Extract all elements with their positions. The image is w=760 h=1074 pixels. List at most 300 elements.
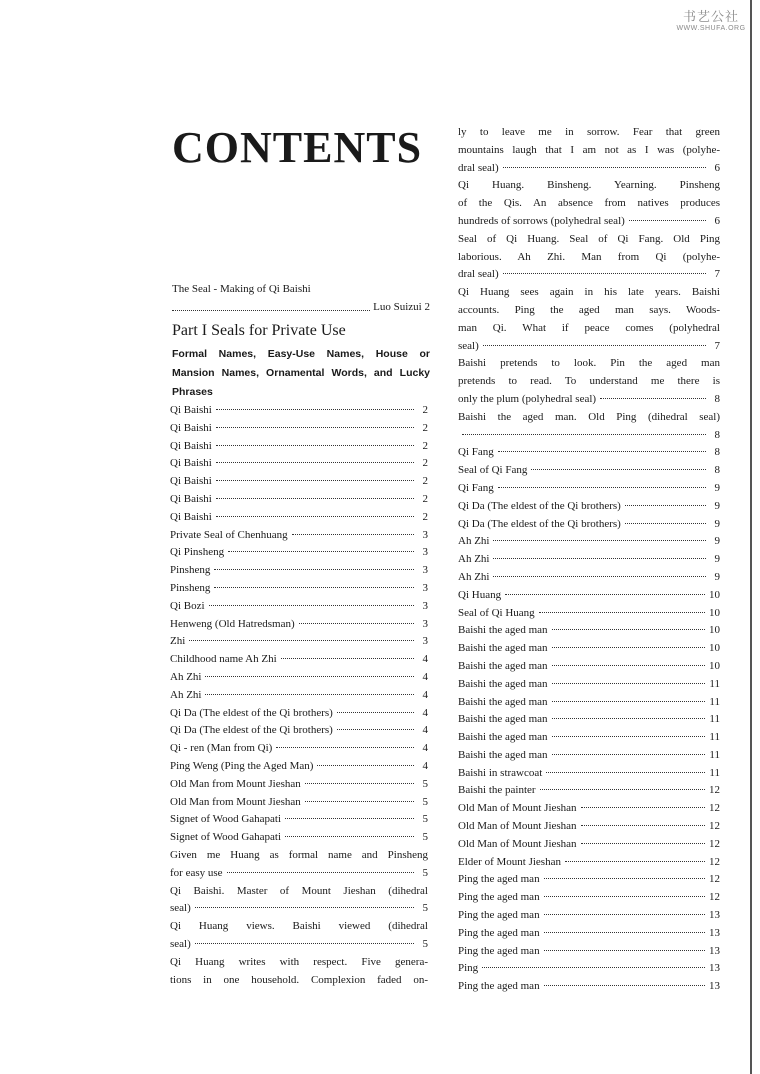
toc-entry-page: 2: [422, 439, 428, 452]
toc-entry: [458, 266, 720, 284]
leader-dots: [552, 647, 705, 648]
leader-dots: [285, 836, 414, 837]
leader-dots: [493, 576, 706, 577]
toc-entry: [458, 622, 720, 640]
leader-dots: [629, 220, 706, 221]
toc-entry: [458, 765, 720, 783]
toc-entry-title: hundreds of sorrows (polyhedral seal): [458, 214, 625, 227]
toc-entry-title: Baishi the aged man: [458, 677, 548, 690]
toc-entry: [458, 854, 720, 872]
toc-entry-page: 12: [709, 891, 720, 904]
leader-dots: [228, 551, 414, 552]
leader-dots: [552, 754, 706, 755]
toc-entry-title: Ah Zhi: [170, 670, 202, 683]
toc-entry-title: Old Man from Mount Jieshan: [170, 795, 301, 808]
leader-dots: [305, 783, 414, 784]
toc-entry-title: Baishi the aged man: [458, 659, 548, 672]
toc-entry: [458, 213, 720, 231]
toc-entry-page: 4: [422, 688, 428, 701]
toc-entry: [458, 533, 720, 551]
toc-entry-page: 4: [422, 724, 428, 737]
toc-entry-title: Qi Baishi. Master of Mount Jieshan (dihedral: [170, 884, 428, 897]
toc-entry-title: Qi Huang writes with respect. Five genera-: [170, 955, 428, 968]
toc-entry-page: 10: [709, 606, 720, 619]
toc-entry: [170, 705, 428, 723]
toc-entry: [458, 160, 720, 178]
toc-entry: [170, 722, 428, 740]
leader-dots: [483, 345, 706, 346]
toc-entry-title: Ping the aged man: [458, 980, 540, 993]
intro-page: 2: [424, 301, 430, 313]
toc-entry: [170, 402, 428, 420]
leader-dots: [216, 480, 414, 481]
toc-entry-title: man Qi. What if peace comes (polyhedral: [458, 321, 720, 334]
toc-entry: [170, 598, 428, 616]
toc-entry-title: Ah Zhi: [458, 553, 490, 566]
toc-entry-page: 5: [422, 831, 428, 844]
toc-entry: [458, 302, 720, 320]
leader-dots: [281, 658, 414, 659]
toc-entry-page: 5: [422, 902, 428, 915]
intro-entry: [172, 280, 430, 316]
toc-entry-title: Pinsheng: [170, 564, 211, 577]
toc-entry-page: 3: [422, 581, 428, 594]
leader-dots: [462, 434, 706, 435]
toc-entry-title: Qi Baishi: [170, 475, 212, 488]
toc-entry-page: 7: [714, 339, 720, 352]
toc-entry-title: pretends to read. To understand me there is: [458, 375, 720, 388]
toc-entry-title: Baishi the painter: [458, 784, 536, 797]
leader-dots: [539, 612, 705, 613]
toc-entry-page: 10: [709, 588, 720, 601]
toc-entry: [170, 616, 428, 634]
toc-entry: [170, 829, 428, 847]
leader-dots: [565, 861, 705, 862]
toc-entry-page: 3: [422, 599, 428, 612]
toc-entry-title: Baishi the aged man. Old Ping (dihedral seal): [458, 410, 720, 423]
toc-entry-title: Qi Huang. Binsheng. Yearning. Pinsheng: [458, 179, 720, 192]
toc-entry-page: 12: [709, 784, 720, 797]
toc-entry-title: Qi Huang sees again in his late years. Baishi: [458, 286, 720, 299]
toc-entry: [170, 740, 428, 758]
toc-entry: [170, 847, 428, 865]
toc-entry-title: Baishi the aged man: [458, 695, 548, 708]
toc-entry-page: 9: [714, 553, 720, 566]
leader-dots: [625, 523, 706, 524]
leader-dots: [337, 729, 414, 730]
toc-entry-page: 11: [709, 695, 720, 708]
toc-entry-page: 11: [709, 731, 720, 744]
leader-dots: [493, 540, 706, 541]
toc-entry-title: ly to leave me in sorrow. Fear that green: [458, 126, 720, 138]
toc-entry: [458, 569, 720, 587]
leader-dots: [299, 623, 414, 624]
toc-entry-title: Childhood name Ah Zhi: [170, 653, 277, 666]
toc-entry-page: 9: [714, 535, 720, 548]
toc-entry-page: 13: [709, 926, 720, 939]
leader-dots: [216, 462, 414, 463]
toc-entry-page: 13: [709, 909, 720, 922]
toc-entry-page: 8: [714, 446, 720, 459]
toc-entry: [458, 284, 720, 302]
toc-entry-page: 12: [709, 837, 720, 850]
toc-entry-page: 2: [422, 492, 428, 505]
toc-entry: [458, 605, 720, 623]
toc-entry-title: Ping the aged man: [458, 891, 540, 904]
toc-entry-page: 4: [422, 759, 428, 772]
toc-entry-title: Ping the aged man: [458, 873, 540, 886]
toc-entry-title: Private Seal of Chenhuang: [170, 528, 288, 541]
toc-entry-page: 3: [422, 617, 428, 630]
toc-entry: [458, 498, 720, 516]
watermark-logo: 书艺公社: [682, 10, 739, 25]
toc-entry-title: Ah Zhi: [458, 535, 490, 548]
toc-entry: [458, 373, 720, 391]
leader-dots: [625, 505, 706, 506]
toc-entry-page: 5: [422, 866, 428, 879]
toc-entry: [458, 836, 720, 854]
leader-dots: [552, 683, 706, 684]
toc-entry-title: Qi Baishi: [170, 404, 212, 416]
toc-entry: [170, 811, 428, 829]
leader-dots: [546, 772, 705, 773]
toc-entry-page: 5: [422, 937, 428, 950]
toc-entry-page: 9: [714, 499, 720, 512]
page-edge-line: [750, 0, 752, 1074]
toc-entry-page: 11: [709, 766, 720, 779]
leader-dots: [216, 445, 414, 446]
toc-entry: [458, 711, 720, 729]
toc-entry-title: Elder of Mount Jieshan: [458, 855, 561, 868]
toc-entry: [458, 818, 720, 836]
leader-dots: [581, 825, 705, 826]
leader-dots: [214, 587, 414, 588]
leader-dots: [544, 896, 705, 897]
toc-entry: [458, 409, 720, 427]
leader-dots: [544, 985, 705, 986]
toc-entry-page: 13: [709, 980, 720, 993]
toc-entry: [170, 900, 428, 918]
toc-entry: [458, 800, 720, 818]
toc-entry: [458, 658, 720, 676]
toc-entry: [458, 249, 720, 267]
intro-author: Luo Suizui: [373, 301, 422, 313]
toc-entry: [458, 516, 720, 534]
toc-entry: [458, 587, 720, 605]
toc-entry-title: Baishi the aged man: [458, 748, 548, 761]
toc-entry-title: of the Qis. An absence from natives produces: [458, 197, 720, 210]
toc-entry-title: Qi Huang: [458, 588, 502, 601]
toc-entry-page: 9: [714, 481, 720, 494]
toc-entry-page: 13: [709, 944, 720, 957]
toc-entry-page: 4: [422, 653, 428, 666]
leader-dots: [482, 967, 705, 968]
toc-entry: [170, 491, 428, 509]
toc-entry-title: Old Man of Mount Jieshan: [458, 802, 577, 815]
toc-entry-title: accounts. Ping the aged man says. Woods-: [458, 303, 720, 316]
toc-entry-title: Ah Zhi: [458, 570, 490, 583]
toc-entry-page: 12: [709, 873, 720, 886]
toc-entry-title: Qi Fang: [458, 446, 494, 459]
toc-entry-title: Given me Huang as formal name and Pinsheng: [170, 848, 428, 861]
leader-dots: [505, 594, 705, 595]
toc-entry-title: Baishi the aged man: [458, 713, 548, 726]
toc-entry-title: Qi - ren (Man from Qi): [170, 742, 273, 755]
toc-entry: [458, 871, 720, 889]
toc-entry-page: 6: [714, 214, 720, 227]
toc-entry: [458, 338, 720, 356]
toc-entry: [458, 978, 720, 996]
toc-entry: [458, 462, 720, 480]
toc-entry-title: dral seal): [458, 161, 499, 174]
part-title: Part I Seals for Private Use: [172, 322, 346, 339]
toc-entry-title: Old Man from Mount Jieshan: [170, 777, 301, 790]
toc-entry-page: 5: [422, 777, 428, 790]
page-title: CONTENTS: [172, 123, 423, 172]
toc-entry-page: 4: [422, 706, 428, 719]
toc-entry: [458, 231, 720, 249]
toc-entry-page: 11: [709, 677, 720, 690]
leader-dots: [189, 640, 414, 641]
toc-entry-page: 4: [422, 670, 428, 683]
toc-entry-title: Qi Baishi: [170, 421, 212, 434]
toc-entry: [170, 669, 428, 687]
toc-entry: [170, 883, 428, 901]
intro-title: The Seal - Making of Qi Baishi: [172, 283, 311, 295]
toc-entry-title: Seal of Qi Huang. Seal of Qi Fang. Old Ping: [458, 232, 720, 245]
toc-entry-title: Qi Bozi: [170, 599, 205, 612]
leader-dots: [285, 818, 414, 819]
toc-entry: [458, 676, 720, 694]
toc-entry: [170, 527, 428, 545]
toc-entry-title: tions in one household. Complexion faded on-: [170, 973, 428, 986]
leader-dots: [317, 765, 414, 766]
toc-entry: [458, 320, 720, 338]
toc-entry-title: Pinsheng: [170, 581, 211, 594]
toc-entry-page: 3: [422, 546, 428, 559]
leader-dots: [195, 907, 414, 908]
toc-entry-title: Seal of Qi Fang: [458, 464, 528, 477]
leader-dots: [498, 451, 706, 452]
toc-entry-page: 12: [709, 820, 720, 833]
toc-entry-page: 7: [714, 268, 720, 281]
toc-entry-page: 11: [709, 748, 720, 761]
toc-entry-title: Old Man of Mount Jieshan: [458, 837, 577, 850]
toc-entry-page: 4: [422, 742, 428, 755]
toc-entry-title: seal): [170, 937, 191, 950]
toc-entry: [170, 509, 428, 527]
toc-entry: [458, 444, 720, 462]
toc-entry: [458, 640, 720, 658]
leader-dots: [227, 872, 414, 873]
part-subtitle: Formal Names, Easy-Use Names, House or Mansion Names, Ornamental Words, and Lucky Phrases: [172, 348, 430, 398]
toc-entry-page: 3: [422, 564, 428, 577]
leader-dots: [195, 943, 414, 944]
toc-entry: [170, 633, 428, 651]
leader-dots: [544, 878, 705, 879]
toc-entry-page: 3: [422, 635, 428, 648]
toc-entry-page: 6: [714, 161, 720, 174]
leader-dots: [552, 718, 706, 719]
toc-entry-title: Ping Weng (Ping the Aged Man): [170, 759, 314, 772]
leader-dots: [600, 398, 706, 399]
toc-entry-page: 8: [714, 392, 720, 405]
leader-dots: [337, 712, 414, 713]
intro-leader-dots: [172, 298, 370, 311]
leader-dots: [540, 789, 705, 790]
toc-entry-title: Qi Da (The eldest of the Qi brothers): [170, 706, 333, 719]
toc-column-right: [458, 124, 720, 996]
toc-entry-title: Qi Da (The eldest of the Qi brothers): [458, 517, 621, 530]
toc-entry: [458, 747, 720, 765]
leader-dots: [581, 807, 705, 808]
leader-dots: [276, 747, 414, 748]
toc-entry-title: Qi Da (The eldest of the Qi brothers): [170, 724, 333, 737]
toc-entry-title: Ah Zhi: [170, 688, 202, 701]
toc-entry-title: Qi Fang: [458, 481, 494, 494]
toc-entry: [170, 865, 428, 883]
toc-entry: [170, 687, 428, 705]
toc-entry-title: for easy use: [170, 866, 223, 879]
toc-entry-page: 9: [714, 570, 720, 583]
toc-entry-title: seal): [170, 902, 191, 915]
toc-entry-page: 9: [714, 517, 720, 530]
toc-entry-page: 8: [714, 428, 720, 441]
leader-dots: [581, 843, 705, 844]
toc-entry-page: 10: [709, 659, 720, 672]
toc-entry: [458, 889, 720, 907]
toc-entry: [170, 918, 428, 936]
toc-entry-title: Qi Baishi: [170, 457, 212, 470]
toc-entry: [458, 427, 720, 445]
toc-entry-title: seal): [458, 339, 479, 352]
toc-entry-title: Signet of Wood Gahapati: [170, 831, 282, 844]
toc-entry-page: 5: [422, 795, 428, 808]
watermark: [676, 6, 746, 32]
toc-entry-title: Baishi pretends to look. Pin the aged man: [458, 357, 720, 370]
leader-dots: [552, 629, 705, 630]
toc-entry-page: 2: [422, 510, 428, 523]
toc-entry-title: Ping the aged man: [458, 909, 540, 922]
leader-dots: [216, 516, 414, 517]
toc-entry: [458, 782, 720, 800]
toc-entry: [170, 776, 428, 794]
leader-dots: [503, 167, 706, 168]
toc-entry: [458, 391, 720, 409]
leader-dots: [209, 605, 414, 606]
toc-entry: [170, 936, 428, 954]
toc-entry: [170, 455, 428, 473]
toc-entry-title: mountains laugh that I am not as I was (polyhe-: [458, 143, 720, 156]
leader-dots: [503, 273, 706, 274]
toc-entry-title: Old Man of Mount Jieshan: [458, 820, 577, 833]
toc-entry: [458, 943, 720, 961]
leader-dots: [544, 950, 705, 951]
leader-dots: [305, 801, 414, 802]
leader-dots: [214, 569, 414, 570]
toc-entry-page: 2: [422, 421, 428, 434]
leader-dots: [531, 469, 706, 470]
toc-entry-title: Qi Pinsheng: [170, 546, 225, 559]
toc-entry: [458, 694, 720, 712]
toc-entry-page: 12: [709, 855, 720, 868]
toc-entry: [458, 195, 720, 213]
leader-dots: [216, 409, 414, 410]
toc-entry-title: laborious. Ah Zhi. Man from Qi (polyhe-: [458, 250, 720, 263]
toc-entry-title: Qi Baishi: [170, 510, 212, 523]
toc-entry-title: Qi Huang views. Baishi viewed (dihedral: [170, 920, 428, 933]
toc-entry-title: Baishi the aged man: [458, 624, 548, 637]
toc-entry: [170, 438, 428, 456]
watermark-url: WWW.SHUFA.ORG: [676, 25, 746, 32]
toc-entry-title: Qi Baishi: [170, 439, 212, 452]
leader-dots: [205, 676, 414, 677]
toc-entry: [458, 925, 720, 943]
toc-entry: [458, 480, 720, 498]
leader-dots: [552, 736, 706, 737]
leader-dots: [544, 914, 705, 915]
toc-entry-title: Henweng (Old Hatredsman): [170, 617, 295, 630]
toc-entry-title: Ping the aged man: [458, 944, 540, 957]
toc-entry: [170, 544, 428, 562]
leader-dots: [498, 487, 706, 488]
leader-dots: [552, 665, 705, 666]
toc-entry-page: 2: [422, 404, 428, 416]
toc-entry-page: 12: [709, 802, 720, 815]
toc-entry: [170, 562, 428, 580]
leader-dots: [216, 427, 414, 428]
leader-dots: [292, 534, 414, 535]
toc-entry: [458, 142, 720, 160]
toc-entry-title: Baishi the aged man: [458, 731, 548, 744]
toc-entry-title: Signet of Wood Gahapati: [170, 813, 282, 826]
toc-entry: [458, 124, 720, 142]
leader-dots: [216, 498, 414, 499]
toc-entry-title: only the plum (polyhedral seal): [458, 392, 597, 405]
toc-entry-page: 10: [709, 642, 720, 655]
toc-entry-title: Baishi the aged man: [458, 642, 548, 655]
toc-entry: [458, 907, 720, 925]
toc-entry: [458, 551, 720, 569]
leader-dots: [544, 932, 705, 933]
toc-entry-page: 2: [422, 475, 428, 488]
toc-entry-title: Zhi: [170, 635, 186, 648]
toc-entry: [458, 355, 720, 373]
toc-entry-title: Seal of Qi Huang: [458, 606, 535, 619]
leader-dots: [493, 558, 706, 559]
toc-entry-title: Qi Da (The eldest of the Qi brothers): [458, 499, 621, 512]
toc-entry-title: Ping the aged man: [458, 926, 540, 939]
toc-entry: [170, 794, 428, 812]
toc-entry: [170, 420, 428, 438]
toc-entry-title: Baishi in strawcoat: [458, 766, 543, 779]
toc-entry-page: 3: [422, 528, 428, 541]
toc-entry: [458, 729, 720, 747]
toc-entry: [458, 960, 720, 978]
toc-entry-page: 10: [709, 624, 720, 637]
toc-entry-page: 2: [422, 457, 428, 470]
toc-entry: [170, 758, 428, 776]
toc-entry-page: 11: [709, 713, 720, 726]
toc-entry: [170, 580, 428, 598]
toc-entry: [170, 972, 428, 990]
toc-entry-page: 8: [714, 464, 720, 477]
toc-entry-page: 13: [709, 962, 720, 975]
toc-entry-title: dral seal): [458, 268, 499, 281]
leader-dots: [205, 694, 414, 695]
toc-entry: [170, 651, 428, 669]
toc-entry: [170, 473, 428, 491]
